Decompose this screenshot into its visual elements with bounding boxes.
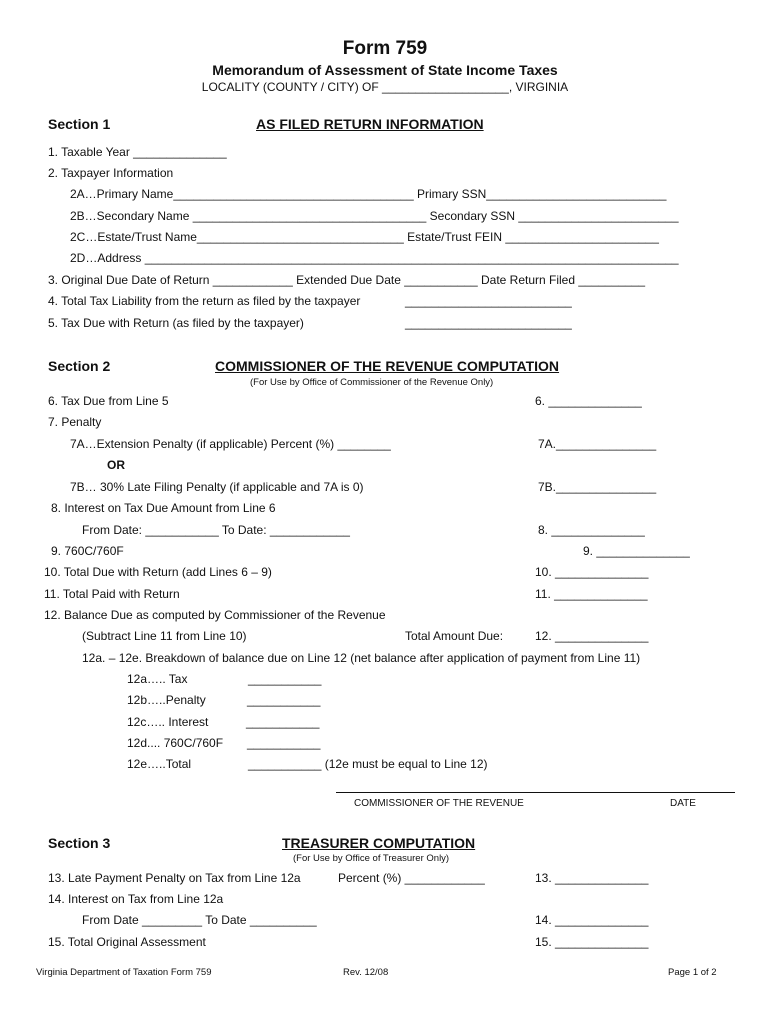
line-8-dates: From Date: ___________ To Date: ____________ [82, 523, 350, 537]
section-1-heading: AS FILED RETURN INFORMATION [256, 116, 484, 132]
line-2-taxpayer-info: 2. Taxpayer Information [48, 166, 174, 180]
line-14-dates: From Date _________ To Date __________ [82, 913, 317, 927]
section-3-heading: TREASURER COMPUTATION [282, 835, 476, 851]
line-5-blank: _________________________ [405, 316, 572, 330]
or-separator: OR [107, 458, 125, 472]
line-12-total-label: Total Amount Due: [405, 629, 504, 643]
line-12-subtract: (Subtract Line 11 from Line 10) [82, 629, 247, 643]
line-12a-blank: ___________ [248, 672, 322, 686]
line-9-label: 9. 760C/760F [51, 544, 124, 558]
line-12d-label: 12d.... 760C/760F [127, 736, 224, 750]
line-7b-blank: 7B._______________ [538, 480, 657, 494]
line-10-label: 10. Total Due with Return (add Lines 6 – 9) [44, 565, 272, 579]
line-7-label: 7. Penalty [48, 415, 102, 429]
line-12a-label: 12a….. Tax [127, 672, 188, 686]
signature-date-label: DATE [670, 798, 696, 809]
commissioner-signature-label: COMMISSIONER OF THE REVENUE [354, 798, 524, 809]
form-subtitle: Memorandum of Assessment of State Income Taxes [212, 62, 558, 78]
section-2-label: Section 2 [48, 358, 111, 374]
footer-page-number: Page 1 of 2 [668, 967, 717, 978]
line-8-blank: 8. ______________ [538, 523, 645, 537]
section-2-note: (For Use by Office of Commissioner of the Revenue Only) [250, 377, 494, 388]
line-12e-blank: ___________ (12e must be equal to Line 12) [248, 757, 488, 771]
section-3-label: Section 3 [48, 835, 111, 851]
locality-line: LOCALITY (COUNTY / CITY) OF ___________________, VIRGINIA [201, 80, 569, 94]
line-1-taxable-year: 1. Taxable Year ______________ [48, 145, 227, 159]
line-10-blank: 10. ______________ [535, 565, 649, 579]
line-15-blank: 15. ______________ [535, 935, 649, 949]
line-4-blank: _________________________ [405, 294, 572, 308]
section-1-label: Section 1 [48, 116, 111, 132]
line-12-blank: 12. ______________ [535, 629, 649, 643]
line-12-label: 12. Balance Due as computed by Commissioner of the Revenue [44, 608, 386, 622]
footer-revision: Rev. 12/08 [343, 967, 389, 978]
line-11-label: 11. Total Paid with Return [44, 587, 180, 601]
line-7b-label: 7B… 30% Late Filing Penalty (if applicable and 7A is 0) [70, 480, 364, 494]
section-2-heading: COMMISSIONER OF THE REVENUE COMPUTATION [215, 358, 560, 374]
line-12e-label: 12e…..Total [127, 757, 192, 771]
line-5-label: 5. Tax Due with Return (as filed by the taxpayer) [48, 316, 304, 330]
line-12c-label: 12c….. Interest [127, 715, 209, 729]
line-11-blank: 11. ______________ [535, 587, 648, 601]
line-12c-blank: ___________ [246, 715, 320, 729]
line-2a-primary: 2A…Primary Name____________________________________ Primary SSN___________________________ [70, 187, 667, 201]
footer-form-name: Virginia Department of Taxation Form 759 [36, 967, 212, 978]
line-13-label: 13. Late Payment Penalty on Tax from Line 12a [48, 871, 301, 885]
line-12d-blank: ___________ [247, 736, 321, 750]
line-3-due-dates: 3. Original Due Date of Return ____________ Extended Due Date ___________ Date Return Filed __________ [48, 273, 646, 287]
line-7a-label: 7A…Extension Penalty (if applicable) Percent (%) ________ [70, 437, 391, 451]
form-title: Form 759 [342, 38, 428, 59]
line-12b-label: 12b…..Penalty [127, 693, 206, 707]
line-2c-estate-trust: 2C…Estate/Trust Name_______________________________ Estate/Trust FEIN _______________________ [70, 230, 659, 244]
line-15-label: 15. Total Original Assessment [48, 935, 206, 949]
line-2d-address: 2D…Address ________________________________________________________________________________ [70, 251, 679, 265]
line-6-blank: 6. ______________ [535, 394, 642, 408]
line-2b-secondary: 2B…Secondary Name ___________________________________ Secondary SSN ________________________ [70, 209, 679, 223]
line-14-blank: 14. ______________ [535, 913, 649, 927]
line-4-label: 4. Total Tax Liability from the return as filed by the taxpayer [48, 294, 361, 308]
line-6-label: 6. Tax Due from Line 5 [48, 394, 169, 408]
signature-line [336, 792, 735, 793]
line-7a-blank: 7A._______________ [538, 437, 657, 451]
section-3-note: (For Use by Office of Treasurer Only) [293, 853, 450, 864]
line-12b-blank: ___________ [247, 693, 321, 707]
line-12-breakdown: 12a. – 12e. Breakdown of balance due on Line 12 (net balance after application of payment from Line 11) [82, 651, 641, 665]
line-8-label: 8. Interest on Tax Due Amount from Line 6 [51, 501, 276, 515]
line-13-percent: Percent (%) ____________ [338, 871, 485, 885]
line-13-blank: 13. ______________ [535, 871, 649, 885]
line-14-label: 14. Interest on Tax from Line 12a [48, 892, 224, 906]
line-9-blank: 9. ______________ [583, 544, 690, 558]
